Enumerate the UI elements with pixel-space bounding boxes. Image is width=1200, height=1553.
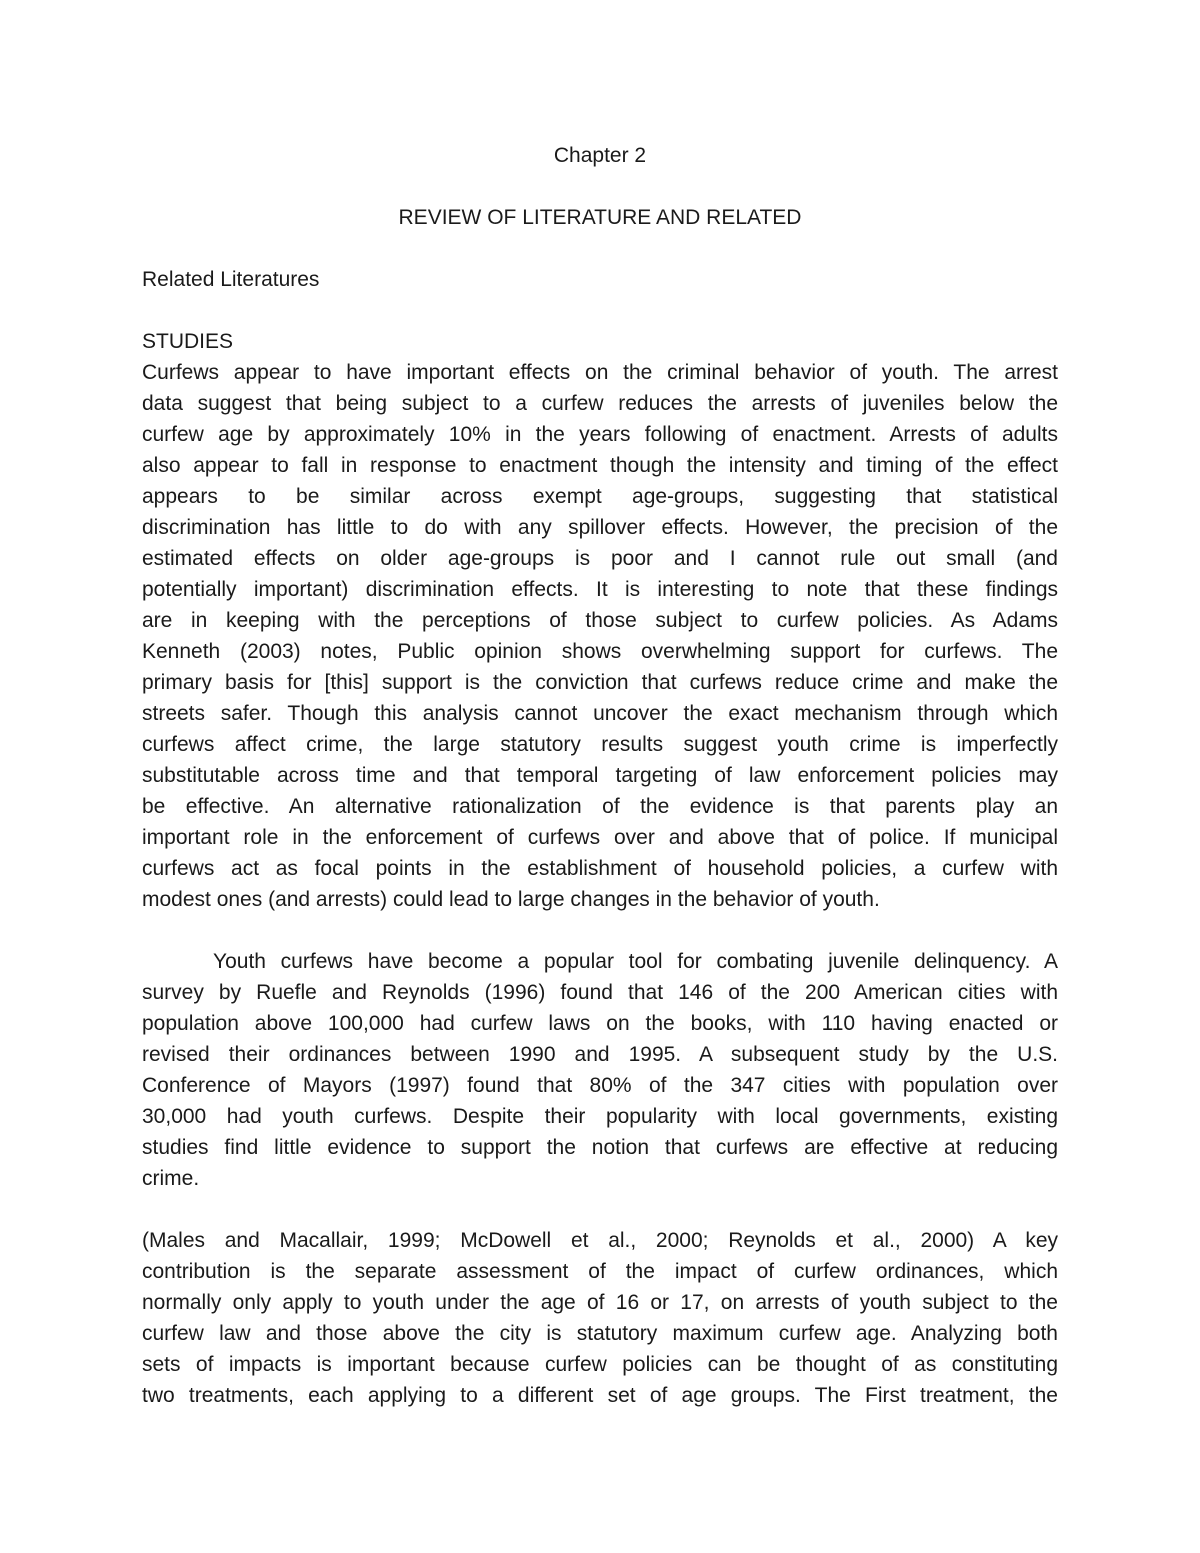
page-content [142,140,1058,1411]
paragraph-key-contribution [142,1225,1058,1411]
text-line: appears to be similar across exempt age-groups, suggesting that statistical [142,485,1058,508]
text-line: be effective. An alternative rationalization of the evidence is that parents play an [142,795,1058,818]
text-line: curfews act as focal points in the establishment of household policies, a curfew with [142,857,1058,880]
text-line: are in keeping with the perceptions of those subject to curfew policies. As Adams [142,609,1058,632]
text-line: sets of impacts is important because curfew policies can be thought of as constituting [142,1353,1058,1376]
text-line: potentially important) discrimination effects. It is interesting to note that these findings [142,578,1058,601]
text-line: studies find little evidence to support the notion that curfews are effective at reducing [142,1136,1058,1159]
text-line: crime. [142,1167,200,1190]
chapter-label: Chapter 2 [553,144,647,167]
text-line: Youth curfews have become a popular tool for combating juvenile delinquency. A [213,950,1058,973]
text-line: curfew law and those above the city is statutory maximum curfew age. Analyzing both [142,1322,1058,1345]
text-line: also appear to fall in response to enactment though the intensity and timing of the effect [142,454,1058,477]
text-line: revised their ordinances between 1990 and 1995. A subsequent study by the U.S. [142,1043,1058,1066]
text-line: streets safer. Though this analysis cannot uncover the exact mechanism through which [142,702,1058,725]
section-heading-studies: STUDIES [142,330,234,353]
text-line: modest ones (and arrests) could lead to large changes in the behavior of youth. [142,888,880,911]
text-line: curfew age by approximately 10% in the years following of enactment. Arrests of adults [142,423,1058,446]
text-line: population above 100,000 had curfew laws on the books, with 110 having enacted or [142,1012,1058,1035]
text-line: Kenneth (2003) notes, Public opinion shows overwhelming support for curfews. The [142,640,1058,663]
text-line: substitutable across time and that temporal targeting of law enforcement policies may [142,764,1058,787]
text-line: data suggest that being subject to a curfew reduces the arrests of juveniles below the [142,392,1058,415]
text-line: estimated effects on older age-groups is poor and I cannot rule out small (and [142,547,1058,570]
text-line: contribution is the separate assessment of the impact of curfew ordinances, which [142,1260,1058,1283]
text-line: Curfews appear to have important effects on the criminal behavior of youth. The arrest [142,361,1058,384]
text-line: two treatments, each applying to a different set of age groups. The First treatment, the [142,1384,1058,1407]
text-line: 30,000 had youth curfews. Despite their popularity with local governments, existing [142,1105,1058,1128]
paragraph-curfew-effects [142,357,1058,915]
text-line: Conference of Mayors (1997) found that 80% of the 347 cities with population over [142,1074,1058,1097]
text-line: normally only apply to youth under the age of 16 or 17, on arrests of youth subject to the [142,1291,1058,1314]
text-line: curfews affect crime, the large statutory results suggest youth crime is imperfectly [142,733,1058,756]
paragraph-youth-curfews [142,946,1058,1194]
section-heading-related-literatures: Related Literatures [142,268,320,291]
text-line: survey by Ruefle and Reynolds (1996) found that 146 of the 200 American cities with [142,981,1058,1004]
text-line: discrimination has little to do with any spillover effects. However, the precision of the [142,516,1058,539]
text-line: primary basis for [this] support is the conviction that curfews reduce crime and make the [142,671,1058,694]
text-line: important role in the enforcement of curfews over and above that of police. If municipal [142,826,1058,849]
document-title: REVIEW OF LITERATURE AND RELATED [398,206,802,229]
text-line: (Males and Macallair, 1999; McDowell et al., 2000; Reynolds et al., 2000) A key [142,1229,1058,1252]
